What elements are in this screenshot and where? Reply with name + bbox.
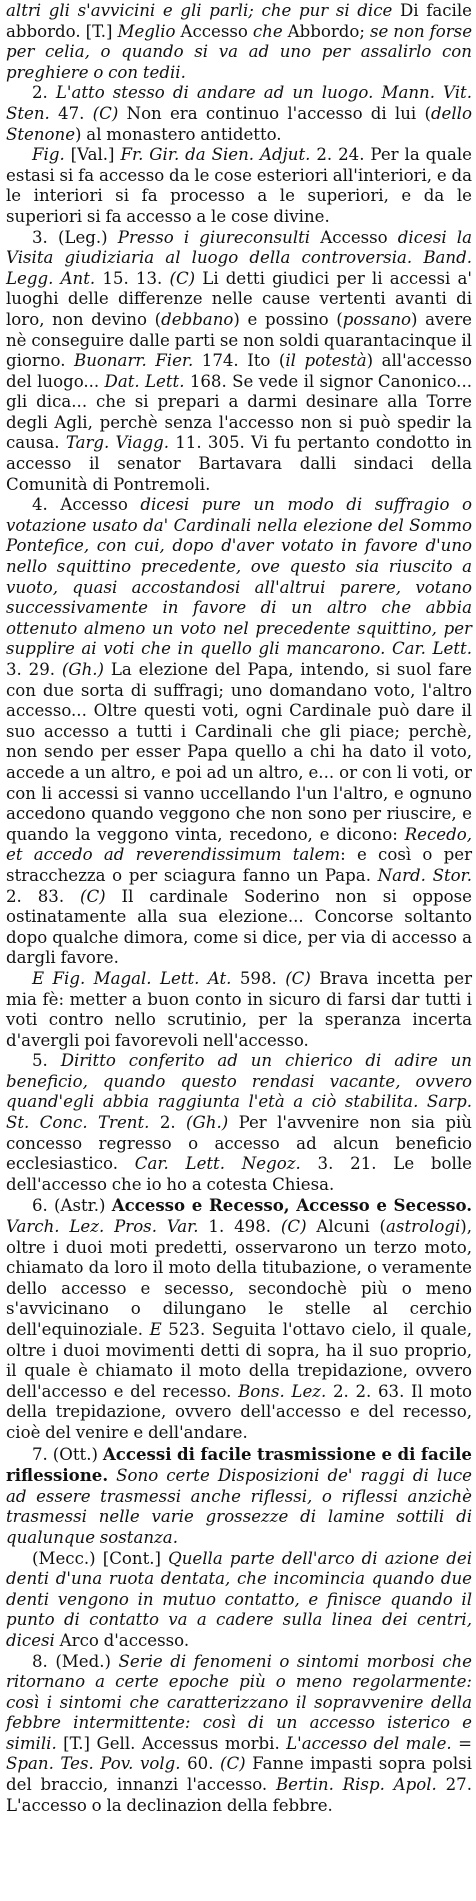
text-run: Li detti giudici per li accessi a' luoghi delle differenze nelle cause vertenti avanti di loro, non devino (	[6, 268, 472, 329]
text-run: che	[252, 21, 288, 41]
text-run: (C)	[285, 968, 311, 988]
text-run: dicesi pure un modo di suffragio o votazione usato da' Cardinali nella elezione del Sommo Pontefice, con cui, dopo d'aver votato in favore d'uno nello squittino precedente, ove questo sia riuscito a vuoto, quasi accostandosi all'altrui parere, votano successivamente in favore di un altro che abbia ottenuto almeno un voto nel precedente squittino, per supplire ai voti che in quello gli mancarono. Car. Lett.	[6, 495, 472, 659]
text-run: Car. Lett. Negoz.	[134, 1154, 301, 1174]
text-run: La elezione del Papa, intendo, si suol fare con due sorta di suffragi; uno domandano voto, l'altro accesso... Oltre questi voti, ogni Cardinale può dare il suo accesso a tutti i Cardinali che gli piace; perchè, non sendo per esser Papa quello a chi ha dato il voto, accede a un altro, e poi ad un altro, e... or con li voti, or con li accessi si vanno uccellando l'un l'altro, e ognuno accedono quando veggono che non sono per riuscire, e quando la veggono vinta, recedono, e dicono:	[6, 660, 472, 844]
text-run: 3. (Leg.)	[32, 227, 118, 247]
entry-paragraph-p5	[6, 1051, 472, 1195]
text-run: debbano	[161, 309, 234, 329]
text-run: 60.	[180, 1754, 220, 1774]
text-run: Alcuni (	[306, 1217, 387, 1237]
text-run: dello Stenone	[6, 103, 472, 144]
text-run: Buonarr. Fier.	[74, 351, 194, 371]
text-run: 3. 21. Le bolle dell'accesso che io ho a cotesta Chiesa.	[6, 1154, 472, 1194]
text-run: 7. (Ott.)	[32, 1444, 103, 1464]
text-run: Arco d'accesso.	[54, 1630, 190, 1650]
text-run: Di facile abbordo. [T.]	[6, 1, 472, 41]
text-run: Serie di fenomeni o sintomi morbosi che ritornano a certe epoche più o meno regolarmente: così i sintomi che caratterizzano il sopravvenire della febbre intermittente: così di un accesso isterico e simili.	[6, 1651, 472, 1753]
text-run: Fanne impasti sopra polsi del braccio, innanzi l'accesso.	[6, 1754, 472, 1795]
text-run: Diritto conferito ad un chierico di adire un beneficio, quando questo rendasi vacante, ovvero quand'egli abbia raggiunta l'età a ciò stabilita. Sarp. St. Conc. Trent.	[6, 1051, 472, 1133]
text-run: L'atto stesso di andare ad un luogo. Mann. Vit. Sten.	[6, 83, 472, 123]
text-run: 27. L'accesso o la declinazion della febbre.	[6, 1775, 472, 1815]
text-run: 4. Accesso	[32, 495, 141, 515]
text-run: se non forse per celia, o quando si va ad uno per assalirlo con preghiere o con tedii.	[6, 21, 473, 82]
text-run: [T.] Gell. Accessus morbi.	[56, 1733, 287, 1753]
text-run: (Gh.)	[186, 1113, 229, 1133]
text-run: Fig.	[32, 145, 65, 165]
text-run: 6. (Astr.)	[32, 1196, 112, 1216]
text-run: 47.	[49, 103, 93, 123]
text-run: Dat. Lett.	[104, 371, 185, 391]
text-run: Accesso e Recesso, Accesso e Secesso.	[111, 1195, 472, 1216]
text-run: : e così o per stracchezza o per sciagura fanno un Papa.	[6, 845, 473, 885]
text-run: altri gli s'avvicini e gli parli; che pur si dice	[6, 1, 400, 20]
text-run: E Fig. Magal. Lett. At.	[32, 968, 232, 988]
text-run: possano	[342, 309, 411, 329]
text-run: Bertin. Risp. Apol.	[275, 1775, 437, 1795]
text-run: 174. Ito (	[193, 351, 286, 371]
text-run: (Gh.)	[61, 660, 105, 679]
text-run: astrologi	[386, 1217, 461, 1237]
entry-paragraph-p2	[6, 83, 472, 145]
text-run: Meglio	[117, 21, 181, 41]
text-run: E	[149, 1320, 162, 1339]
text-run: ), oltre i duoi moti predetti, osservarono un terzo moto, chiamato da loro il moto della titubazione, o veramente dello accesso e secesso, secondochè più o meno s'avvicinano o dilungano le stelle al cerchio dell'equinoziale.	[6, 1217, 473, 1339]
text-run: Fr. Gir. da Sien. Adjut.	[120, 145, 311, 165]
text-run: ) all'accesso del luogo...	[6, 351, 472, 391]
text-run: 5.	[32, 1051, 61, 1071]
text-run: Varch. Lez. Pros. Var.	[6, 1217, 199, 1237]
text-run: Abbordo;	[287, 21, 370, 41]
text-run: 11. 305. Vi fu pertanto condotto in accesso il senator Bartavara dalli sindaci della Comunità di Pontremoli.	[6, 433, 472, 494]
text-run: 3. 29.	[6, 660, 62, 679]
text-run: Il cardinale Soderino non si oppose ostinatamente alla sua elezione... Concorse soltanto dopo qualche dimora, come si dice, per via di accesso a dargli favore.	[6, 886, 472, 968]
text-run: 1. 498.	[198, 1217, 281, 1237]
entry-paragraph-p4fig	[6, 969, 472, 1051]
text-run: Brava incetta per mia fè: metter a buon conto in sicuro di farsi dar tutti i voti contro nello scrutinio, per la speranza incerta d'avergli poi favorevoli nell'accesso.	[6, 968, 473, 1050]
text-run: dicesi la Visita giudiziaria al luogo della controversia. Band. Legg. Ant.	[6, 227, 472, 288]
text-run: 523. Seguita l'ottavo cielo, il quale, oltre i duoi movimenti detti di sopra, ha il suo proprio, il quale è chiamato il moto della trepidazione, ovvero dell'accesso e del recesso.	[6, 1320, 472, 1401]
entry-paragraph-p6	[6, 1195, 472, 1443]
entry-paragraph-p7mecc	[6, 1549, 472, 1652]
entry-paragraph-p0	[6, 1, 472, 83]
text-run: (C)	[79, 886, 106, 906]
text-run: ) avere nè conseguire dalle parti se non soldi quarantacinque il giorno.	[6, 309, 472, 371]
text-run: 2.	[149, 1113, 187, 1133]
text-run: ) e possino (	[233, 309, 343, 329]
text-run: Non era continuo l'accesso di lui (	[118, 103, 431, 123]
text-run: Targ. Viagg.	[65, 433, 169, 453]
entry-paragraph-p3	[6, 228, 472, 496]
text-run: Quella parte dell'arco di azione dei denti d'una ruota dentata, che incomincia quando due denti vengono in mutuo contatto, e finisce quando il punto di contatto va a cadere sulla linea dei centri, dicesi	[6, 1548, 472, 1650]
text-run: Sono certe Disposizioni de' raggi di luce ad essere trasmessi anche riflessi, o riflessi anzichè trasmessi nelle varie grossezze di lamine sottili di qualunque sostanza.	[6, 1466, 472, 1547]
text-run: ) al monastero antidetto.	[75, 124, 282, 144]
text-run: L'accesso del male. = Span. Tes. Pov. volg.	[6, 1733, 472, 1774]
text-run	[108, 1466, 116, 1485]
entry-paragraph-p4	[6, 495, 472, 969]
text-run: Recedo, et accedo ad reverendissimum talem	[6, 824, 472, 865]
text-run: 15. 13.	[95, 268, 170, 288]
text-run: Bons. Lez.	[238, 1381, 327, 1401]
entry-paragraph-p7	[6, 1444, 472, 1549]
text-run: (C)	[169, 268, 196, 288]
text-run: 2.	[32, 83, 56, 103]
text-run: 8. (Med.)	[32, 1651, 119, 1671]
text-run: Per l'avvenire non sia più concesso regresso o accesso ad alcun beneficio ecclesiastico.	[6, 1113, 472, 1174]
text-run: 168. Se vede il signor Canonico... gli dica... che si prepari a darmi desinare alla Torre degli Agli, perchè senza l'accesso non si può spedir la causa.	[6, 371, 472, 453]
text-run: Presso i giureconsulti	[117, 227, 311, 247]
text-run: il potestà	[285, 351, 367, 371]
text-run: Accessi di facile trasmissione e di facile riflessione.	[6, 1443, 472, 1486]
text-run: 2. 2. 63. Il moto della trepidazione, ovvero dell'accesso e del recesso, cioè del venire e dell'andare.	[6, 1381, 472, 1442]
text-run: 2. 83.	[6, 886, 80, 906]
text-run: Accesso	[180, 21, 253, 41]
text-run: Nard. Stor.	[377, 865, 472, 885]
text-run: 598.	[231, 968, 286, 988]
text-run: (C)	[280, 1217, 307, 1237]
entry-paragraph-p2fig	[6, 145, 472, 227]
entry-paragraph-p8	[6, 1652, 472, 1817]
text-run: (C)	[220, 1754, 246, 1774]
text-run: 2. 24. Per la quale estasi si fa accesso da le cose esteriori all'interiori, e da le interiori si fa processo a le superiori, e da le superiori si fa accesso a le cose divine.	[6, 145, 472, 226]
text-run: (C)	[92, 103, 119, 123]
text-run: [Val.]	[64, 145, 121, 165]
text-run: (Mecc.) [Cont.]	[32, 1548, 169, 1568]
text-run: Accesso	[310, 227, 398, 247]
